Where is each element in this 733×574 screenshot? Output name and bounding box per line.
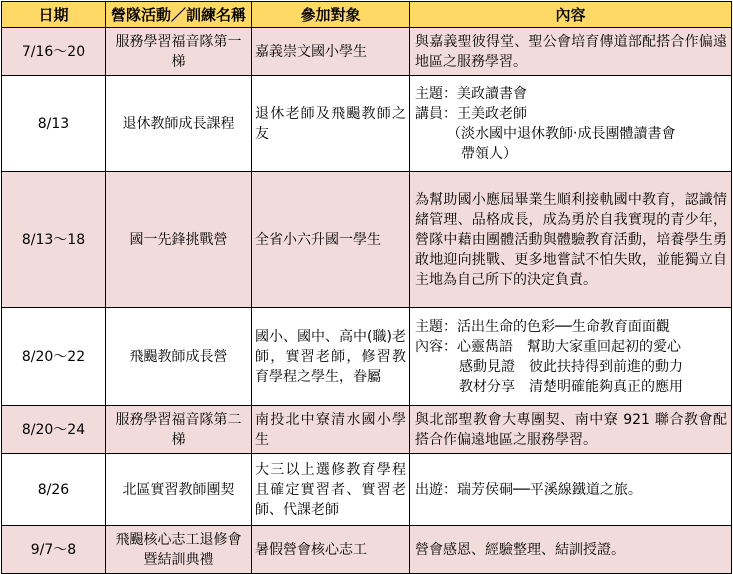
header-date: 日期 [2, 2, 106, 28]
table-row [2, 454, 732, 526]
content-line: 講員：王美政老師 [415, 105, 527, 122]
activity-cell: 服務學習福音隊第二梯 [106, 406, 252, 454]
header-content: 內容 [410, 2, 732, 28]
audience-cell: 國小、國中、高中(職)老師，實習老師，修習教育學程之學生，眷屬 [252, 308, 410, 406]
content-cell [410, 308, 732, 406]
content-cell: 出遊：瑞芳侯硐──平溪線鐵道之旅。 [410, 454, 732, 526]
activity-cell: 國一先鋒挑戰營 [106, 172, 252, 308]
content-cell: 與嘉義聖彼得堂、聖公會培育傳道部配搭合作偏遠地區之服務學習。 [410, 28, 732, 76]
table-row [2, 172, 732, 308]
audience-cell: 嘉義崇文國小學生 [252, 28, 410, 76]
content-cell: 為幫助國小應屆畢業生順利接軌國中教育，認識情緒管理、品格成長，成為勇於自我實現的青少年，營隊中藉由團體活動與體驗教育活動，培養學生勇敢地迎向挑戰、更多地嘗試不怕失敗，並能獨立自主地為自己所下的決定負責。 [410, 172, 732, 308]
table-row [2, 308, 732, 406]
date-cell: 9/7～8 [2, 526, 106, 574]
audience-cell: 暑假營會核心志工 [252, 526, 410, 574]
date-cell: 8/13 [2, 76, 106, 172]
audience-cell: 全省小六升國一學生 [252, 172, 410, 308]
audience-cell: 南投北中寮清水國小學生 [252, 406, 410, 454]
content-cell: 與北部聖教會大專團契、南中寮 921 聯合教會配搭合作偏遠地區之服務學習。 [410, 406, 732, 454]
activity-cell: 退休教師成長課程 [106, 76, 252, 172]
table-row [2, 28, 732, 76]
activity-cell: 飛颺核心志工退修會暨結訓典禮 [106, 526, 252, 574]
table-row [2, 526, 732, 574]
date-cell: 8/13～18 [2, 172, 106, 308]
header-audience: 參加對象 [252, 2, 410, 28]
content-cell [410, 76, 732, 172]
activity-cell: 服務學習福音隊第一梯 [106, 28, 252, 76]
activity-cell: 北區實習教師團契 [106, 454, 252, 526]
audience-cell: 退休老師及飛颺教師之友 [252, 76, 410, 172]
header-row [2, 2, 732, 28]
content-line: 帶領人） [461, 145, 517, 162]
date-cell: 8/20～22 [2, 308, 106, 406]
content-line: 感動見證 彼此扶持得到前進的動力 [459, 358, 683, 375]
table-row [2, 76, 732, 172]
content-line: 內容：心靈雋語 幫助大家重回起初的愛心 [415, 338, 681, 355]
header-activity: 營隊活動／訓練名稱 [106, 2, 252, 28]
date-cell: 8/20～24 [2, 406, 106, 454]
content-line: （淡水國中退休教師‧成長團體讀書會 [447, 125, 676, 142]
activity-cell: 飛颺教師成長營 [106, 308, 252, 406]
schedule-table [1, 1, 732, 574]
date-cell: 7/16～20 [2, 28, 106, 76]
content-line: 教材分享 清楚明確能夠真正的應用 [459, 378, 683, 395]
audience-cell: 大三以上選修教育學程且確定實習者、實習老師、代課老師 [252, 454, 410, 526]
content-cell: 營會感恩、經驗整理、結訓授證。 [410, 526, 732, 574]
date-cell: 8/26 [2, 454, 106, 526]
table-row [2, 406, 732, 454]
content-line: 主題：活出生命的色彩──生命教育面面觀 [415, 318, 670, 335]
content-line: 主題：美政讀書會 [415, 85, 527, 102]
